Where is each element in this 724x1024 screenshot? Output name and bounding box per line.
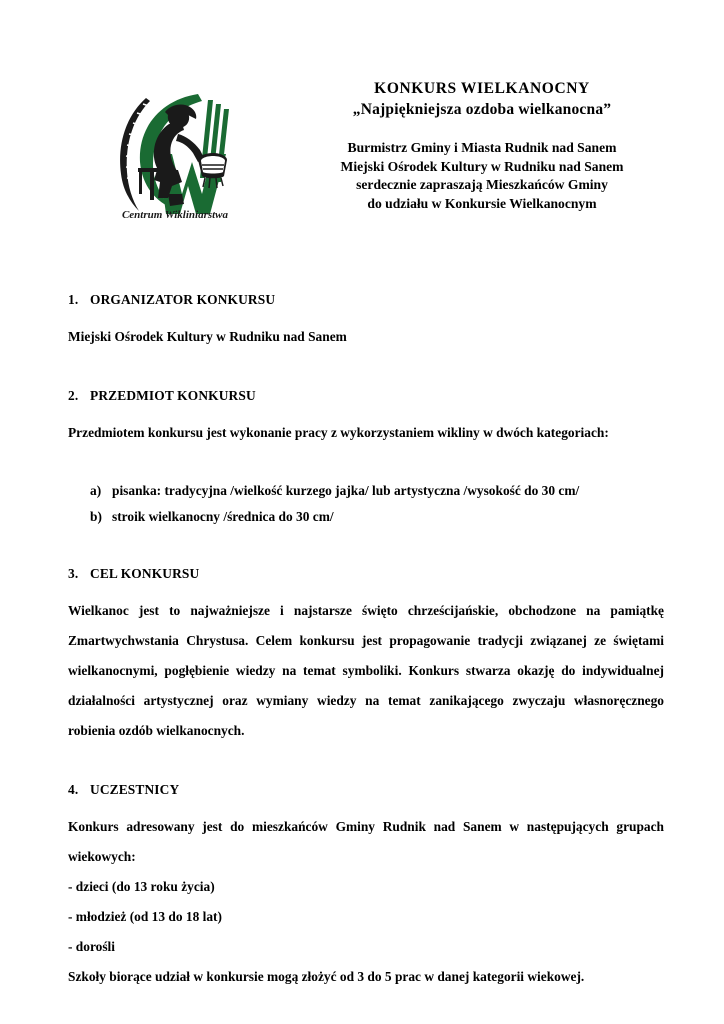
- centrum-wikliniarstwa-logo: [112, 82, 238, 222]
- list-item-text: pisanka: tradycyjna /wielkość kurzego jajka/ lub artystyczna /wysokość do 30 cm/: [112, 483, 580, 498]
- section-4-heading: [68, 782, 664, 798]
- section-3-heading: [68, 566, 664, 582]
- section-4-title: UCZESTNICY: [90, 782, 180, 797]
- document-header: [0, 78, 724, 228]
- section-2-item-list: [68, 478, 664, 530]
- list-item-text: stroik wielkanocny /średnica do 30 cm/: [112, 509, 334, 524]
- document-title-line-1: KONKURS WIELKANOCNY: [374, 80, 590, 97]
- section-4-footer: Szkoły biorące udział w konkursie mogą złożyć od 3 do 5 prac w danej kategorii wiekowej.: [68, 969, 585, 984]
- header-subtitle-block: [262, 139, 702, 213]
- header-subtitle-line-1: Burmistrz Gminy i Miasta Rudnik nad Sanem: [347, 140, 617, 155]
- list-item-marker: b): [90, 509, 102, 524]
- age-group-item-youth: - młodzież (od 13 do 18 lat): [68, 909, 222, 924]
- section-2-title: PRZEDMIOT KONKURSU: [90, 388, 256, 403]
- header-subtitle-line-2: Miejski Ośrodek Kultury w Rudniku nad Sanem: [340, 158, 624, 174]
- section-1-number: 1.: [68, 292, 79, 307]
- document-body: [68, 292, 664, 992]
- section-2-heading: [68, 388, 664, 404]
- header-subtitle-line-4: do udziału w Konkursie Wielkanocnym: [367, 195, 597, 211]
- section-1-body: Miejski Ośrodek Kultury w Rudniku nad Sanem: [68, 329, 347, 344]
- section-3-body: Wielkanoc jest to najważniejsze i najstarsze święto chrześcijańskie, obchodzone na pamiątkę Zmartwychwstania Chrystusa. Celem konkursu jest propagowanie tradycji związanej ze świętami wielkanocnymi, pogłębienie wiedzy na temat symboliki. Konkurs stwarza okazję do indywidualnej działalności artystycznej oraz wymiany wiedzy na temat zanikającego zwyczaju własnoręcznego robienia ozdób wielkanocnych.: [68, 603, 664, 738]
- section-3-title: CEL KONKURSU: [90, 566, 200, 581]
- section-4-body: Konkurs adresowany jest do mieszkańców Gminy Rudnik nad Sanem w następujących grupach wiekowych:: [68, 819, 664, 864]
- spacer: [68, 308, 664, 322]
- spacer: [68, 746, 664, 782]
- spacer: [68, 582, 664, 596]
- header-text-block: [262, 78, 702, 213]
- section-1-title: ORGANIZATOR KONKURSU: [90, 292, 276, 307]
- age-group-item-adults: - dorośli: [68, 939, 115, 954]
- spacer: [68, 448, 664, 478]
- spacer: [68, 352, 664, 388]
- header-subtitle-line-3: serdecznie zapraszają Mieszkańców Gminy: [356, 177, 608, 193]
- age-group-item-children: - dzieci (do 13 roku życia): [68, 879, 215, 894]
- logo-caption: Centrum Wikliniarstwa: [121, 209, 229, 221]
- list-item: [68, 504, 664, 530]
- section-4-number: 4.: [68, 782, 79, 797]
- logo-icon: [112, 82, 238, 222]
- section-3-number: 3.: [68, 566, 79, 581]
- list-item-marker: a): [90, 483, 102, 498]
- section-2-body: Przedmiotem konkursu jest wykonanie pracy z wykorzystaniem wikliny w dwóch kategoriach:: [68, 425, 609, 440]
- section-2-number: 2.: [68, 388, 79, 403]
- list-item: [68, 478, 664, 504]
- spacer: [68, 798, 664, 812]
- spacer: [68, 404, 664, 418]
- document-title-line-2: „Najpiękniejsza ozdoba wielkanocna”: [352, 101, 612, 118]
- section-1-heading: [68, 292, 664, 308]
- spacer: [68, 530, 664, 566]
